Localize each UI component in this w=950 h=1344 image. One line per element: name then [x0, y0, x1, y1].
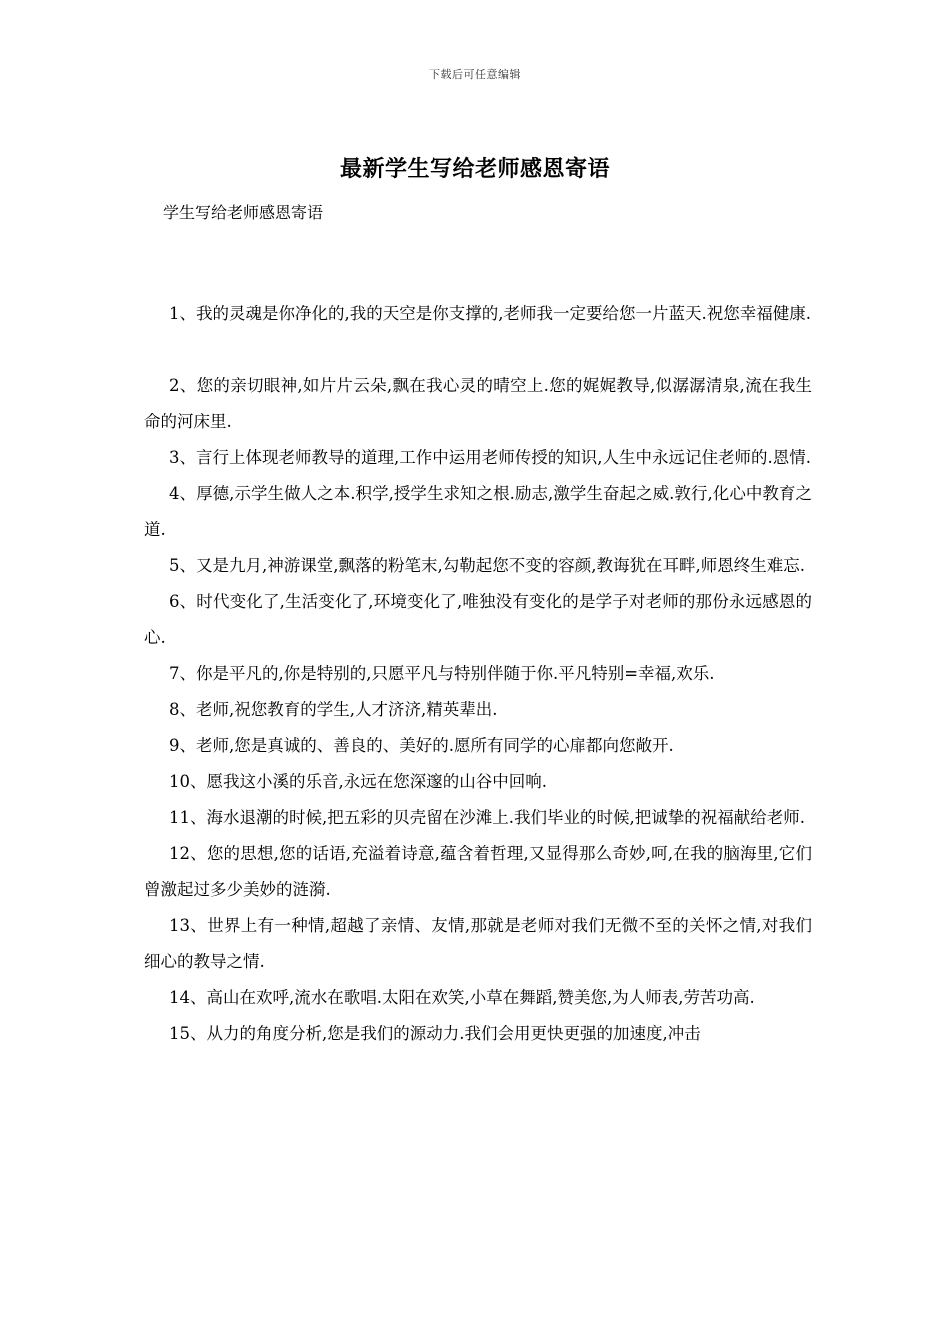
paragraph-4: 4、厚德,示学生做人之本.积学,授学生求知之根.励志,激学生奋起之威.敦行,化心中教育之道. [144, 484, 812, 539]
paragraph-5: 5、又是九月,神游课堂,飘落的粉笔末,勾勒起您不变的容颜,教诲犹在耳畔,师恩终生难忘. [169, 556, 805, 575]
header-note: 下载后可任意编辑 [429, 68, 521, 81]
paragraph-12: 12、您的思想,您的话语,充溢着诗意,蕴含着哲理,又显得那么奇妙,呵,在我的脑海里,它们曾激起过多少美妙的涟漪. [144, 844, 812, 899]
document-title: 最新学生写给老师感恩寄语 [339, 156, 610, 182]
paragraph-9: 9、老师,您是真诚的、善良的、美好的.愿所有同学的心扉都向您敞开. [169, 736, 674, 755]
paragraph-2: 2、您的亲切眼神,如片片云朵,飘在我心灵的晴空上.您的娓娓教导,似潺潺清泉,流在我生命的河床里. [144, 376, 812, 431]
paragraph-13: 13、世界上有一种情,超越了亲情、友情,那就是老师对我们无微不至的关怀之情,对我们细心的教导之情. [144, 916, 812, 971]
paragraph-11: 11、海水退潮的时候,把五彩的贝壳留在沙滩上.我们毕业的时候,把诚挚的祝福献给老师. [169, 808, 805, 827]
paragraph-14: 14、高山在欢呼,流水在歌唱.太阳在欢笑,小草在舞蹈,赞美您,为人师表,劳苦功高. [169, 988, 755, 1007]
paragraph-gap [144, 332, 812, 368]
paragraph-8: 8、老师,祝您教育的学生,人才济济,精英辈出. [169, 700, 498, 719]
paragraph-3: 3、言行上体现老师教导的道理,工作中运用老师传授的知识,人生中永远记住老师的.恩情. [169, 448, 811, 467]
paragraph-15: 15、从力的角度分析,您是我们的源动力.我们会用更快更强的加速度,冲击 [169, 1024, 701, 1043]
document-body [144, 296, 812, 1052]
paragraph-1: 1、我的灵魂是你净化的,我的天空是你支撑的,老师我一定要给您一片蓝天.祝您幸福健康. [169, 304, 811, 323]
paragraph-6: 6、时代变化了,生活变化了,环境变化了,唯独没有变化的是学子对老师的那份永远感恩的心. [144, 592, 812, 647]
paragraph-10: 10、愿我这小溪的乐音,永远在您深邃的山谷中回响. [169, 772, 547, 791]
document-subtitle: 学生写给老师感恩寄语 [163, 203, 324, 222]
paragraph-7: 7、你是平凡的,你是特别的,只愿平凡与特别伴随于你.平凡特别=幸福,欢乐. [169, 664, 715, 683]
